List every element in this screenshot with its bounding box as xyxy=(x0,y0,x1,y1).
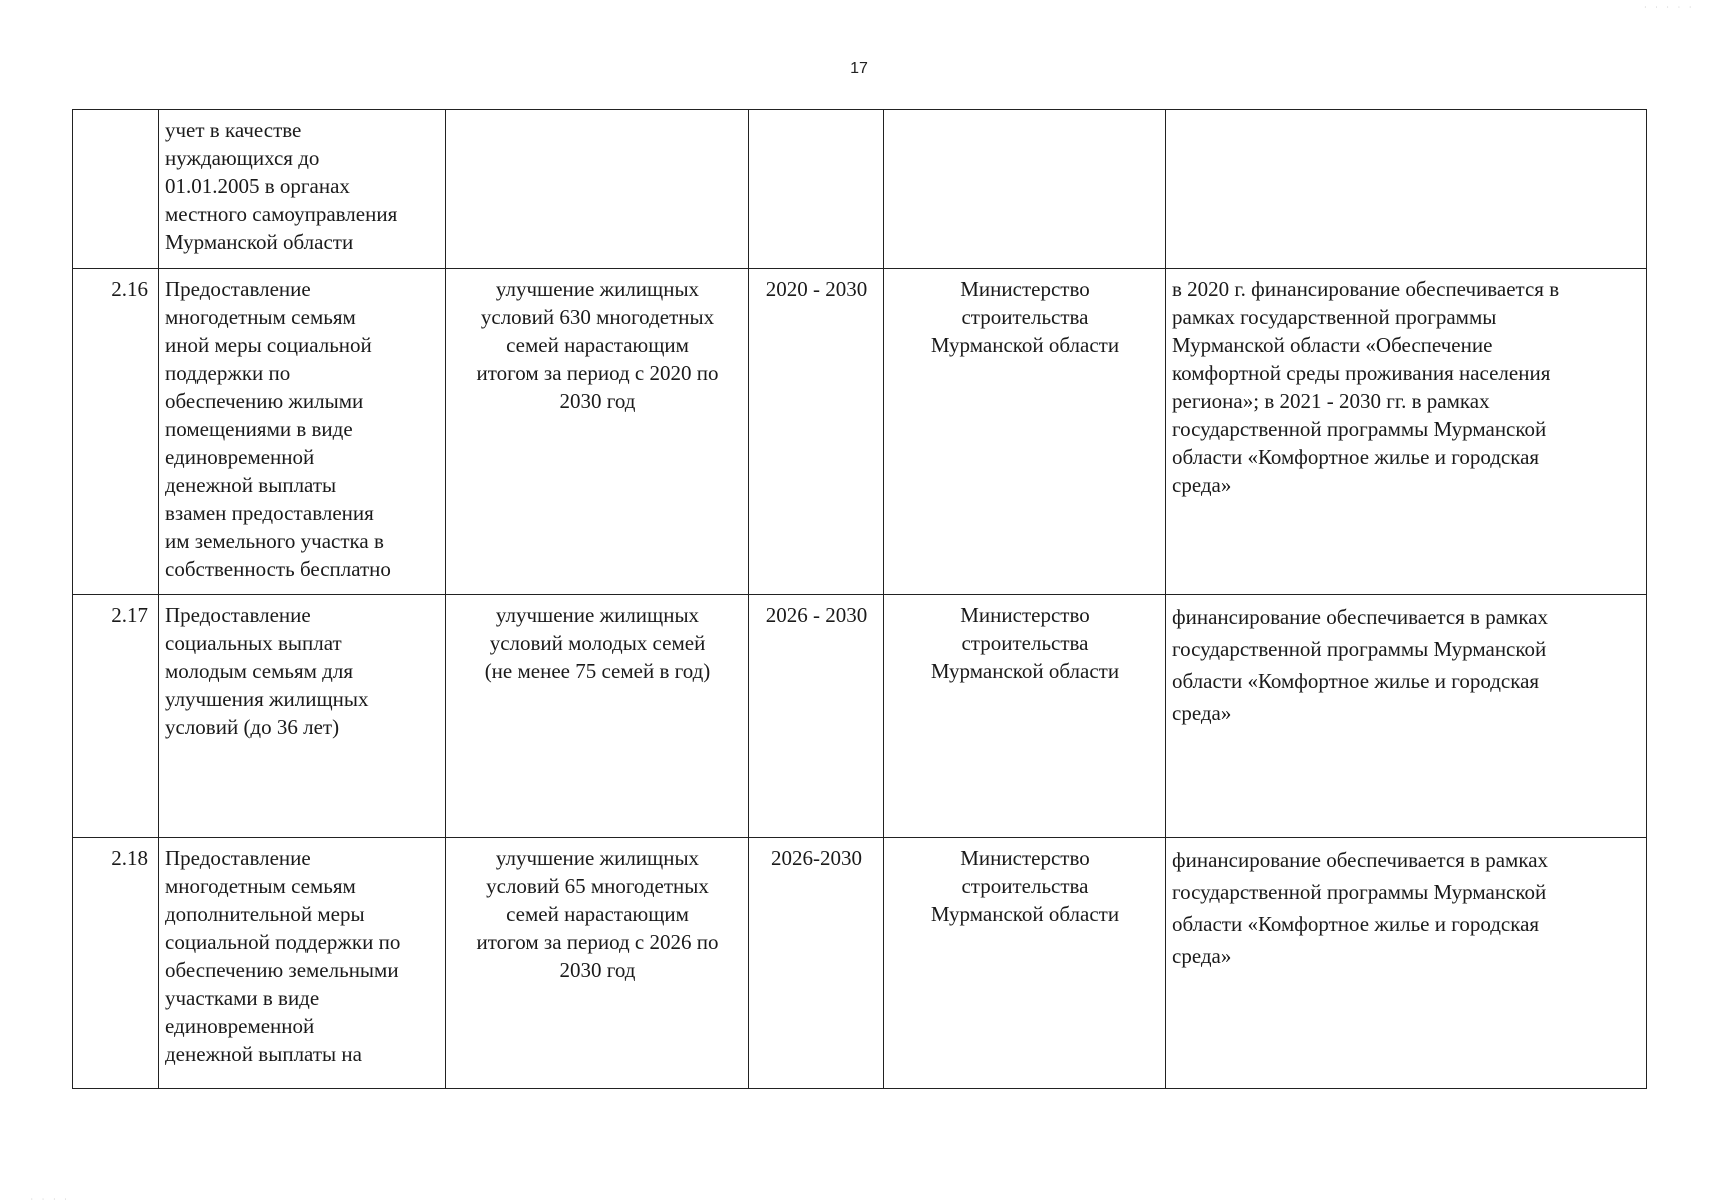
scan-artifact: · · · · · xyxy=(1643,4,1694,11)
scan-artifact: · · · · xyxy=(30,1196,70,1203)
executor: Министерство строительства Мурманской области xyxy=(930,277,1120,357)
measure-name: Предоставление многодетным семьям дополнительной меры социальной поддержки по обеспечению земельными участками в виде единовременной денежной выплаты на xyxy=(165,846,401,1066)
measure-name-cell xyxy=(159,269,446,595)
measure-name: Предоставление социальных выплат молодым семьям для улучшения жилищных условий (до 36 лет) xyxy=(165,603,369,739)
row-number: 2.17 xyxy=(111,603,148,627)
measure-name-cell xyxy=(159,838,446,1089)
executor: Министерство строительства Мурманской области xyxy=(930,846,1120,926)
period: 2026-2030 xyxy=(771,846,862,870)
note: в 2020 г. финансирование обеспечивается в рамках государственной программы Мурманской области «Обеспечение комфортной среды проживания населения региона»; в 2021 - 2030 гг. в рамках государственной программы Мурманской области «Комфортное жилье и городская среда» xyxy=(1172,277,1560,497)
table-row xyxy=(73,110,1647,269)
expected-result-cell xyxy=(446,838,749,1089)
note: финансирование обеспечивается в рамках государственной программы Мурманской области «Комфортное жилье и городская среда» xyxy=(1172,605,1549,725)
measures-table xyxy=(72,109,1647,1089)
period: 2026 - 2030 xyxy=(765,603,868,627)
executor-cell xyxy=(884,110,1166,269)
row-number: 2.16 xyxy=(111,277,148,301)
row-number: 2.18 xyxy=(111,846,148,870)
measure-name-cell xyxy=(159,595,446,838)
note: финансирование обеспечивается в рамках государственной программы Мурманской области «Комфортное жилье и городская среда» xyxy=(1172,848,1549,968)
expected-result: улучшение жилищных условий 65 многодетных семей нарастающим итогом за период с 2026 по 2030 год xyxy=(476,846,719,982)
period-cell xyxy=(749,110,884,269)
measure-name-cell xyxy=(159,110,446,269)
executor-cell xyxy=(884,269,1166,595)
measure-name: учет в качестве нуждающихся до 01.01.2005 в органах местного самоуправления Мурманской области xyxy=(165,118,398,254)
period-cell xyxy=(749,269,884,595)
executor-cell xyxy=(884,595,1166,838)
note-cell xyxy=(1166,838,1647,1089)
expected-result-cell xyxy=(446,110,749,269)
row-number-cell xyxy=(73,269,159,595)
note-cell xyxy=(1166,595,1647,838)
row-number-cell xyxy=(73,110,159,269)
executor-cell xyxy=(884,838,1166,1089)
row-number-cell xyxy=(73,595,159,838)
expected-result-cell xyxy=(446,595,749,838)
executor: Министерство строительства Мурманской области xyxy=(930,603,1120,683)
expected-result-cell xyxy=(446,269,749,595)
table-row xyxy=(73,595,1647,838)
expected-result: улучшение жилищных условий молодых семей (не менее 75 семей в год) xyxy=(484,603,711,683)
period-cell xyxy=(749,838,884,1089)
table-row xyxy=(73,269,1647,595)
measure-name: Предоставление многодетным семьям иной меры социальной поддержки по обеспечению жилыми помещениями в виде единовременной денежной выплаты взамен предоставления им земельного участка в собственность бесплатно xyxy=(165,277,391,581)
expected-result: улучшение жилищных условий 630 многодетных семей нарастающим итогом за период с 2020 по 2030 год xyxy=(476,277,719,413)
page-number: 17 xyxy=(850,60,868,77)
row-number-cell xyxy=(73,838,159,1089)
note-cell xyxy=(1166,269,1647,595)
table-row xyxy=(73,838,1647,1089)
period: 2020 - 2030 xyxy=(765,277,868,301)
period-cell xyxy=(749,595,884,838)
note-cell xyxy=(1166,110,1647,269)
